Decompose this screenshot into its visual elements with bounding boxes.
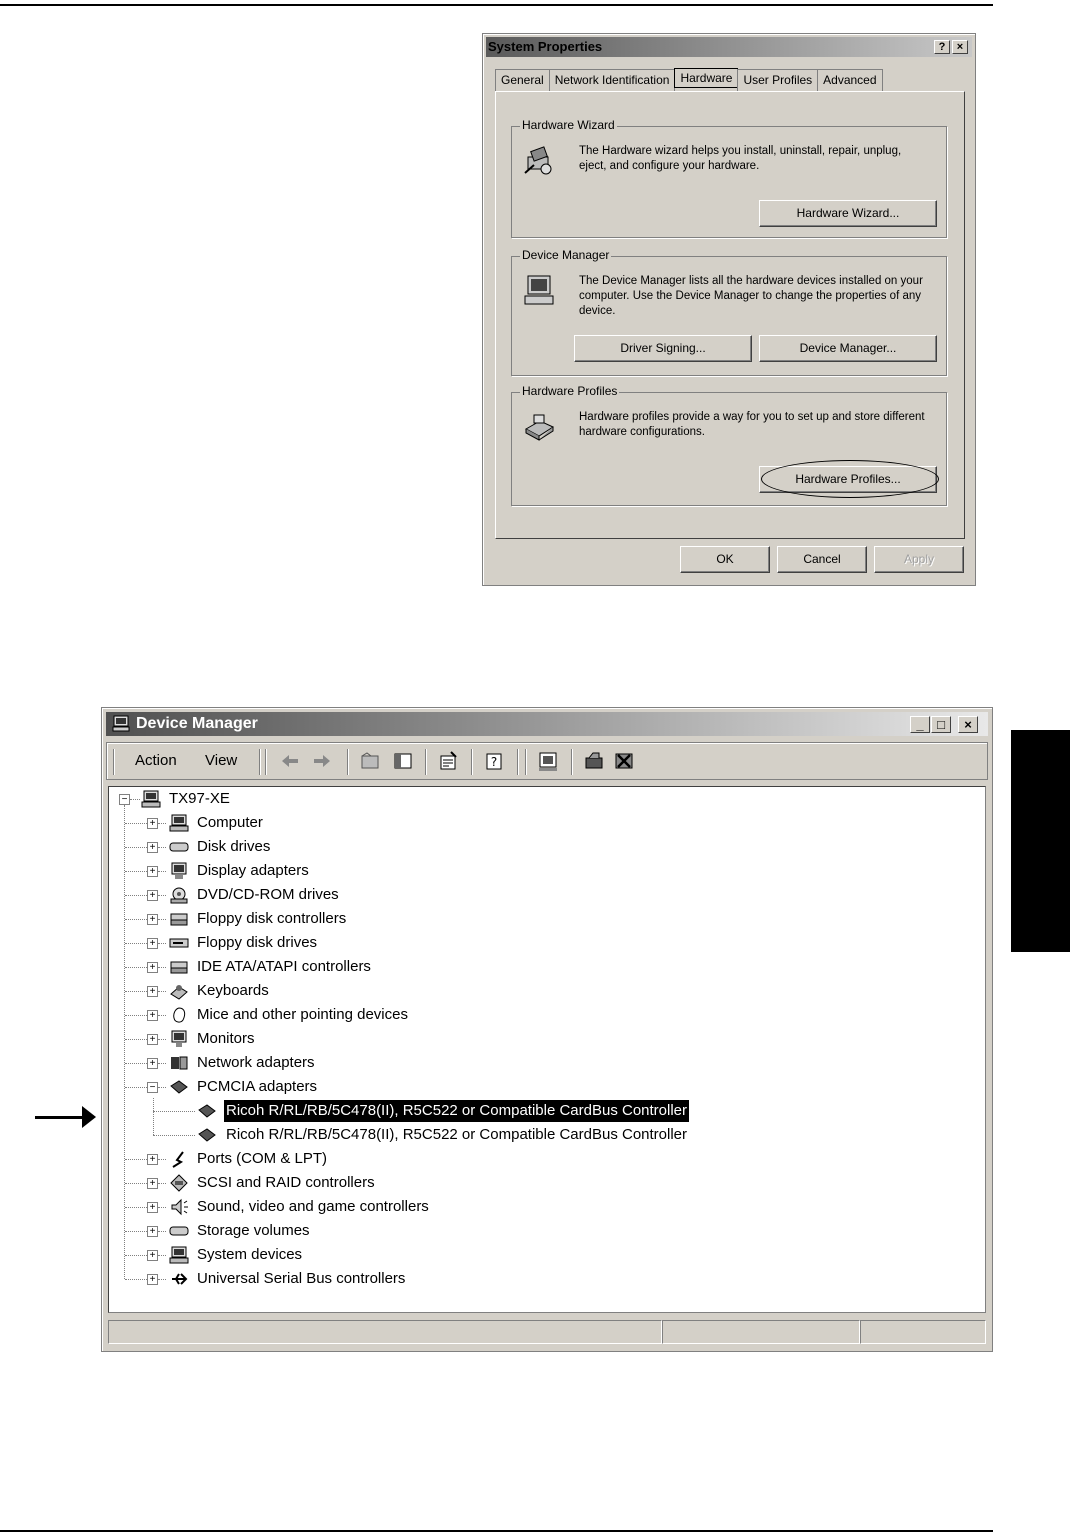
usb-icon [169,1270,189,1288]
system-device-icon [169,1246,189,1264]
tree-line [158,967,166,968]
tree-device-label: Ricoh R/RL/RB/5C478(II), R5C522 or Compatible CardBus Controller [224,1100,689,1122]
toolbar-grip [113,749,115,775]
keyboard-icon [169,982,189,1000]
expand-toggle[interactable]: + [147,986,158,997]
tree-line [158,1039,166,1040]
tree-line [153,1135,195,1136]
tab-general[interactable]: General [495,69,550,91]
display-adapter-icon [169,862,189,880]
hardware-profiles-label: Hardware Profiles [522,384,618,398]
tree-line [125,1279,147,1280]
hardware-wizard-text: The Hardware wizard helps you install, uninstall, repair, unplug, eject, and configure your hardware. [579,145,902,172]
forward-arrow-icon[interactable] [311,750,333,772]
top-rule [0,4,993,6]
device-manager-button[interactable]: Device Manager... [759,335,937,362]
tree-category-label: Universal Serial Bus controllers [197,1270,406,1287]
up-folder-icon[interactable] [359,750,381,772]
storage-icon [169,1222,189,1240]
tree-line [125,1231,147,1232]
expand-toggle[interactable]: + [147,1250,158,1261]
tree-category-label: Sound, video and game controllers [197,1198,429,1215]
tree-category-label: System devices [197,1246,303,1263]
hardware-wizard-icon [522,143,556,177]
system-properties-dialog [482,33,976,586]
tree-category-label: Computer [197,814,263,831]
expand-toggle[interactable]: + [147,866,158,877]
tree-line [158,1159,166,1160]
bottom-rule [0,1530,993,1532]
device-manager-group [511,248,947,376]
tree-category-label: IDE ATA/ATAPI controllers [197,958,371,975]
device-manager-window [101,707,993,1352]
tree-line [125,1063,147,1064]
expand-toggle[interactable]: + [147,1226,158,1237]
tree-category-label: Display adapters [197,862,309,879]
back-arrow-icon[interactable] [279,750,301,772]
status-pane-1 [108,1320,662,1344]
ok-button[interactable]: OK [680,546,770,573]
pointer-arrow [35,1116,85,1119]
tab-network-identification[interactable]: Network Identification [549,69,676,91]
expand-toggle[interactable]: + [147,914,158,925]
menu-view[interactable]: View [205,752,238,769]
tree-line [125,895,147,896]
maximize-button[interactable]: □ [931,716,951,733]
window-title: Device Manager [136,715,258,732]
sound-icon [169,1198,189,1216]
tree-category-label: Keyboards [197,982,269,999]
toolbar-separator [525,749,527,775]
expand-toggle[interactable]: + [147,1010,158,1021]
hardware-wizard-button[interactable]: Hardware Wizard... [759,200,937,227]
mouse-icon [169,1006,189,1024]
computer-icon [522,273,556,307]
tree-category-label: Monitors [197,1030,255,1047]
tree-line [130,799,140,800]
tree-line [158,1279,166,1280]
tree-line [125,1183,147,1184]
tree-line [158,943,166,944]
device-manager-text: The Device Manager lists all the hardware devices installed on your computer. Use the Device Manager to change the properties of any device. [579,275,923,317]
svg-text:?: ? [490,755,498,769]
show-hide-tree-icon[interactable] [392,750,414,772]
close-button[interactable]: × [952,40,968,54]
tree-line [125,1255,147,1256]
toolbar-separator [259,749,261,775]
toolbar-separator [517,749,519,775]
tree-line [125,1039,147,1040]
toolbar-separator [425,749,427,775]
toolbar-separator [265,749,267,775]
expand-toggle[interactable]: + [147,818,158,829]
hardware-wizard-group [511,118,947,238]
computer-icon [169,814,189,832]
tree-line [125,1159,147,1160]
network-adapter-icon [169,1054,189,1072]
controller-icon [169,910,189,928]
expand-toggle[interactable]: + [147,1154,158,1165]
tree-line [125,1087,147,1088]
tree-line [125,847,147,848]
highlight-ellipse [761,460,939,498]
status-pane-3 [860,1320,986,1344]
tree-line [125,943,147,944]
tree-line [158,1255,166,1256]
tab-hardware[interactable]: Hardware [674,68,738,88]
collapse-toggle[interactable]: − [147,1082,158,1093]
tree-category-label: Network adapters [197,1054,315,1071]
device-manager-label: Device Manager [522,248,610,262]
scsi-icon [169,1174,189,1192]
hardware-profiles-button[interactable]: Hardware Profiles... [759,466,937,493]
help-icon[interactable] [483,750,505,772]
tree-line [158,1183,166,1184]
tree-line [153,1111,195,1112]
expand-toggle[interactable]: + [147,938,158,949]
hardware-profiles-icon [522,409,556,443]
pointer-arrow-head [82,1106,96,1128]
tree-category-label: Floppy disk controllers [197,910,347,927]
tree-device-label: Ricoh R/RL/RB/5C478(II), R5C522 or Compatible CardBus Controller [226,1126,688,1143]
tree-line [125,871,147,872]
tree-line [158,1063,166,1064]
properties-icon[interactable] [437,750,459,772]
tree-category-label: Mice and other pointing devices [197,1006,408,1023]
device-manager-titlebar [106,712,988,736]
section-thumb-tab [1011,730,1070,952]
device-manager-app-icon [112,715,130,732]
monitor-icon [169,1030,189,1048]
toolbar-separator [347,749,349,775]
tree-category-label: Floppy disk drives [197,934,318,951]
tree-line [158,1015,166,1016]
toolbar-separator [571,749,573,775]
toolbar [106,742,988,780]
expand-toggle[interactable]: + [147,890,158,901]
toolbar-separator [471,749,473,775]
tree-category-label: DVD/CD-ROM drives [197,886,339,903]
tree-line [125,823,147,824]
tab-strip [495,69,882,91]
tree-line [158,871,166,872]
pcmcia-icon [169,1078,189,1096]
scan-hardware-icon[interactable] [537,750,559,772]
minimize-button[interactable]: _ [910,716,930,733]
pcmcia-icon [197,1102,217,1120]
cdrom-icon [169,886,189,904]
tree-line [125,991,147,992]
tree-line [153,1098,154,1135]
expand-toggle[interactable]: + [147,1058,158,1069]
tree-category-label: PCMCIA adapters [197,1078,318,1095]
apply-button[interactable]: Apply [874,546,964,573]
tree-line [125,1015,147,1016]
driver-signing-button[interactable]: Driver Signing... [574,335,752,362]
tree-root-label: TX97-XE [169,790,230,807]
cancel-button[interactable]: Cancel [777,546,867,573]
tree-line [158,1207,166,1208]
expand-toggle[interactable]: + [147,1178,158,1189]
update-driver-icon[interactable] [583,750,605,772]
tree-line [125,1207,147,1208]
expand-toggle[interactable]: + [147,962,158,973]
uninstall-device-icon[interactable] [613,750,635,772]
floppy-drive-icon [169,934,189,952]
tree-line [158,1231,166,1232]
device-tree [108,786,986,1313]
tree-line [158,823,166,824]
dialog-title: System Properties [488,39,603,54]
menu-action[interactable]: Action [135,752,177,769]
status-pane-2 [662,1320,860,1344]
tree-line [158,991,166,992]
disk-drive-icon [169,838,189,856]
port-icon [169,1150,189,1168]
system-properties-titlebar [486,37,972,57]
expand-toggle[interactable]: + [147,1274,158,1285]
tree-line [158,919,166,920]
tree-line [158,895,166,896]
expand-toggle[interactable]: + [147,1202,158,1213]
tab-user-profiles[interactable]: User Profiles [737,69,818,91]
tree-category-label: Disk drives [197,838,271,855]
tab-advanced[interactable]: Advanced [817,69,882,91]
tree-line [125,967,147,968]
tree-category-label: SCSI and RAID controllers [197,1174,375,1191]
expand-toggle[interactable]: + [147,1034,158,1045]
pcmcia-icon [197,1126,217,1144]
expand-toggle[interactable]: + [147,842,158,853]
tree-category-label: Ports (COM & LPT) [197,1150,328,1167]
tree-line [158,1087,166,1088]
computer-icon [141,790,161,808]
collapse-toggle[interactable]: − [119,794,130,805]
tree-line [125,919,147,920]
hardware-profiles-text: Hardware profiles provide a way for you to set up and store different hardware configurations. [579,411,925,438]
tree-category-label: Storage volumes [197,1222,310,1239]
controller-icon [169,958,189,976]
hardware-wizard-label: Hardware Wizard [522,118,615,132]
tree-line [158,847,166,848]
window-close-button[interactable]: × [958,716,978,733]
help-button[interactable]: ? [934,40,950,54]
